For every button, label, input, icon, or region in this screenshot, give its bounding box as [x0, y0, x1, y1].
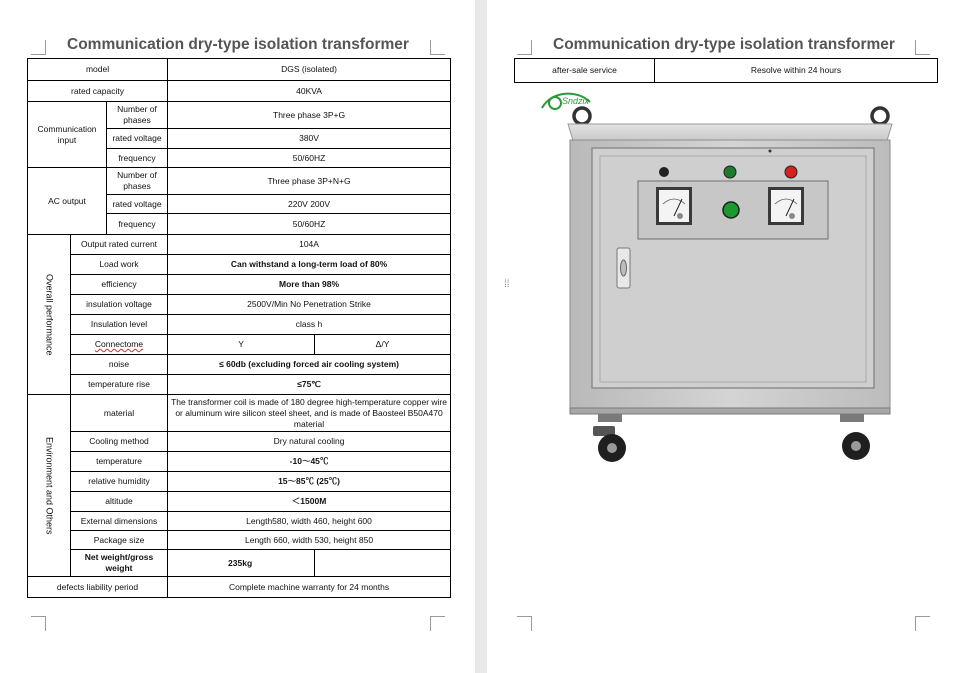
- out-freq-value: 50/60HZ: [168, 214, 451, 235]
- table-row: [28, 275, 451, 295]
- out-voltage-value: 220V 200V: [168, 195, 451, 214]
- table-row: [28, 255, 451, 275]
- table-row: [28, 531, 451, 550]
- crop-mark-top-left: [517, 40, 532, 55]
- table-row: [28, 472, 451, 492]
- table-row: [28, 577, 451, 598]
- table-row: [28, 550, 451, 577]
- insulation-level-value: class h: [168, 315, 451, 335]
- package-label: Package size: [71, 531, 168, 550]
- in-phases-value: Three phase 3P+G: [168, 102, 451, 129]
- connectome-value-delta: Δ/Y: [315, 335, 451, 355]
- ac-output-label: AC output: [28, 168, 107, 235]
- table-row: [28, 59, 451, 81]
- caster-right-icon: [840, 414, 870, 460]
- capacity-label: rated capacity: [28, 81, 168, 102]
- load-label: Load work: [71, 255, 168, 275]
- table-row: [28, 335, 451, 355]
- material-value: The transformer coil is made of 180 degree high-temperature copper wire or aluminum wire silicon steel sheet, and is made of Baosteel B50A470 material: [168, 395, 451, 432]
- out-phases-label: Number of phases: [107, 168, 168, 195]
- in-voltage-label: rated voltage: [107, 129, 168, 149]
- model-label: model: [28, 59, 168, 81]
- out-freq-label: frequency: [107, 214, 168, 235]
- table-row: [28, 168, 451, 195]
- insulation-voltage-label: insulation voltage: [71, 295, 168, 315]
- temperature-value: -10～45℃: [168, 452, 451, 472]
- weight-value: 235kg: [168, 550, 315, 577]
- overall-performance-cell: [28, 235, 71, 395]
- table-row: [28, 355, 451, 375]
- out-phases-value: Three phase 3P+N+G: [168, 168, 451, 195]
- connectome-label: Connectome: [71, 335, 168, 355]
- service-table: [514, 58, 938, 83]
- page-title-right: Communication dry-type isolation transformer: [553, 36, 895, 53]
- altitude-value: ＜1500M: [168, 492, 451, 512]
- noise-value: ≤ 60db (excluding forced air cooling system): [168, 355, 451, 375]
- noise-label: noise: [71, 355, 168, 375]
- logo-text: Sndzix: [562, 96, 590, 106]
- table-row: [28, 235, 451, 255]
- green-start-button: [723, 202, 739, 218]
- crop-mark-top-right: [915, 40, 930, 55]
- red-indicator-icon: [785, 166, 797, 178]
- crop-mark-top-left: [31, 40, 46, 55]
- crop-mark-bottom-left: [517, 616, 532, 631]
- cooling-label: Cooling method: [71, 432, 168, 452]
- table-row: [28, 295, 451, 315]
- service-label: after-sale service: [515, 59, 655, 83]
- weight-empty-cell: [315, 550, 451, 577]
- voltmeter: [656, 187, 692, 225]
- page-title: Communication dry-type isolation transformer: [67, 36, 409, 53]
- in-freq-value: 50/60HZ: [168, 149, 451, 168]
- current-label: Output rated current: [71, 235, 168, 255]
- defects-label: defects liability period: [28, 577, 168, 598]
- dimensions-label: External dimensions: [71, 512, 168, 531]
- temperature-label: temperature: [71, 452, 168, 472]
- crop-mark-bottom-left: [31, 616, 46, 631]
- insulation-level-label: Insulation level: [71, 315, 168, 335]
- table-row: [28, 512, 451, 531]
- in-freq-label: frequency: [107, 149, 168, 168]
- environment-label: Environment and Others: [44, 436, 55, 535]
- cooling-value: Dry natural cooling: [168, 432, 451, 452]
- table-row: [28, 81, 451, 102]
- drag-handle-icon[interactable]: ⁞⁞: [504, 279, 510, 290]
- environment-cell: [28, 395, 71, 577]
- load-value: Can withstand a long-term load of 80%: [168, 255, 451, 275]
- crop-mark-bottom-right: [430, 616, 445, 631]
- model-value: DGS (isolated): [168, 59, 451, 81]
- table-row: [28, 315, 451, 335]
- table-row: [28, 102, 451, 129]
- insulation-voltage-value: 2500V/Min No Penetration Strike: [168, 295, 451, 315]
- comm-input-label: Communication input: [28, 102, 107, 168]
- connectome-value-y: Y: [168, 335, 315, 355]
- humidity-label: relative humidity: [71, 472, 168, 492]
- capacity-value: 40KVA: [168, 81, 451, 102]
- efficiency-value: More than 98%: [168, 275, 451, 295]
- efficiency-label: efficiency: [71, 275, 168, 295]
- black-indicator-icon: [659, 167, 669, 177]
- package-value: Length 660, width 530, height 850: [168, 531, 451, 550]
- lifting-ring-left: [574, 108, 590, 124]
- temperature-rise-value: ≤75℃: [168, 375, 451, 395]
- out-voltage-label: rated voltage: [107, 195, 168, 214]
- cabinet-base: [570, 408, 890, 414]
- caster-left-icon: [593, 414, 626, 462]
- dimensions-value: Length580, width 460, height 600: [168, 512, 451, 531]
- door-screw-icon: [769, 150, 772, 153]
- table-row: [28, 432, 451, 452]
- green-indicator-icon: [724, 166, 736, 178]
- defects-value: Complete machine warranty for 24 months: [168, 577, 451, 598]
- lifting-ring-right: [872, 108, 888, 124]
- table-row: [28, 452, 451, 472]
- table-row: [515, 59, 938, 83]
- humidity-value: 15～85℃ (25℃): [168, 472, 451, 492]
- table-row: [28, 492, 451, 512]
- transformer-photo: [530, 86, 930, 484]
- current-value: 104A: [168, 235, 451, 255]
- altitude-label: altitude: [71, 492, 168, 512]
- crop-mark-top-right: [430, 40, 445, 55]
- table-row: [28, 395, 451, 432]
- temperature-rise-label: temperature rise: [71, 375, 168, 395]
- material-label: material: [71, 395, 168, 432]
- ammeter: [768, 187, 804, 225]
- in-voltage-value: 380V: [168, 129, 451, 149]
- in-phases-label: Number of phases: [107, 102, 168, 129]
- overall-performance-label: Overall performance: [44, 273, 55, 356]
- spec-table: [27, 58, 451, 598]
- document-page-left: [0, 0, 475, 673]
- crop-mark-bottom-right: [915, 616, 930, 631]
- service-value: Resolve within 24 hours: [655, 59, 938, 83]
- table-row: [28, 375, 451, 395]
- weight-label: Net weight/gross weight: [71, 550, 168, 577]
